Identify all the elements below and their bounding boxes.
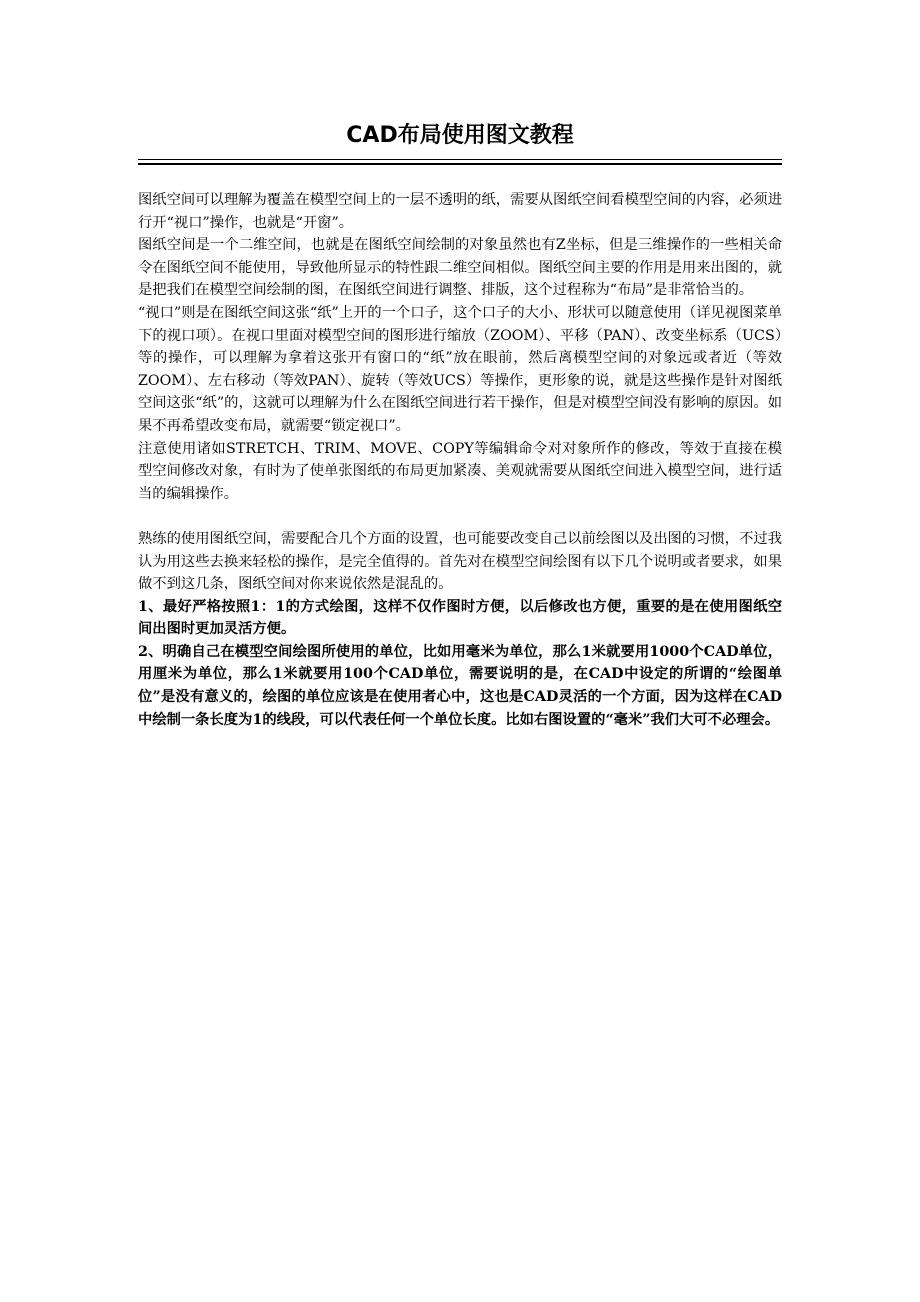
title-divider [138,159,782,165]
paragraph-paper-space-intro: 图纸空间可以理解为覆盖在模型空间上的一层不透明的纸，需要从图纸空间看模型空间的内容，必须进行开“视口”操作，也就是“开窗”。 [138,192,782,231]
paragraph-paper-space-2d: 图纸空间是一个二维空间，也就是在图纸空间绘制的对象虽然也有Z坐标，但是三维操作的一些相关命令在图纸空间不能使用，导致他所显示的特性跟二维空间相似。图纸空间主要的作用是用来出图的，就是把我们在模型空间绘制的图，在图纸空间进行调整、排版，这个过程称为“布局”是非常恰当的。 [138,237,782,299]
paragraph-gap [138,505,782,528]
paragraph-rule-2: 2、明确自己在模型空间绘图所使用的单位，比如用毫米为单位，那么1米就要用1000个CAD单位，用厘米为单位，那么1米就要用100个CAD单位，需要说明的是，在CAD中设定的所谓的“绘图单位”是没有意义的，绘图的单位应该是在使用者心中，这也是CAD灵活的一个方面，因为这样在CAD中绘制一条长度为1的线段，可以代表任何一个单位长度。比如右图设置的“毫米”我们大可不必理会。 [138,643,782,728]
paragraph-viewport: “视口”则是在图纸空间这张“纸”上开的一个口子，这个口子的大小、形状可以随意使用（详见视图菜单下的视口项）。在视口里面对模型空间的图形进行缩放（ZOOM）、平移（PAN）、改变坐标系（UCS）等的操作，可以理解为拿着这张开有窗口的“纸”放在眼前，然后离模型空间的对象远或者近（等效ZOOM）、左右移动（等效PAN）、旋转（等效UCS）等操作，更形象的说，就是这些操作是针对图纸空间这张“纸”的，这就可以理解为什么在图纸空间进行若干操作，但是对模型空间没有影响的原因。如果不再希望改变布局，就需要“锁定视口”。 [138,304,782,434]
document-title: CAD布局使用图文教程 [346,123,574,148]
paragraph-settings: 熟练的使用图纸空间，需要配合几个方面的设置，也可能要改变自己以前绘图以及出图的习惯，不过我认为用这些去换来轻松的操作，是完全值得的。首先对在模型空间绘图有以下几个说明或者要求，如果做不到这几条，图纸空间对你来说依然是混乱的。 [138,530,782,593]
paragraph-rule-1: 1、最好严格按照1：1的方式绘图，这样不仅作图时方便，以后修改也方便，重要的是在使用图纸空间出图时更加灵活方便。 [138,598,782,638]
paragraph-edit-commands: 注意使用诸如STRETCH、TRIM、MOVE、COPY等编辑命令对对象所作的修改，等效于直接在模型空间修改对象，有时为了使单张图纸的布局更加紧凑、美观就需要从图纸空间进入模型空间，进行适当的编辑操作。 [138,440,782,502]
document-body [138,189,782,731]
